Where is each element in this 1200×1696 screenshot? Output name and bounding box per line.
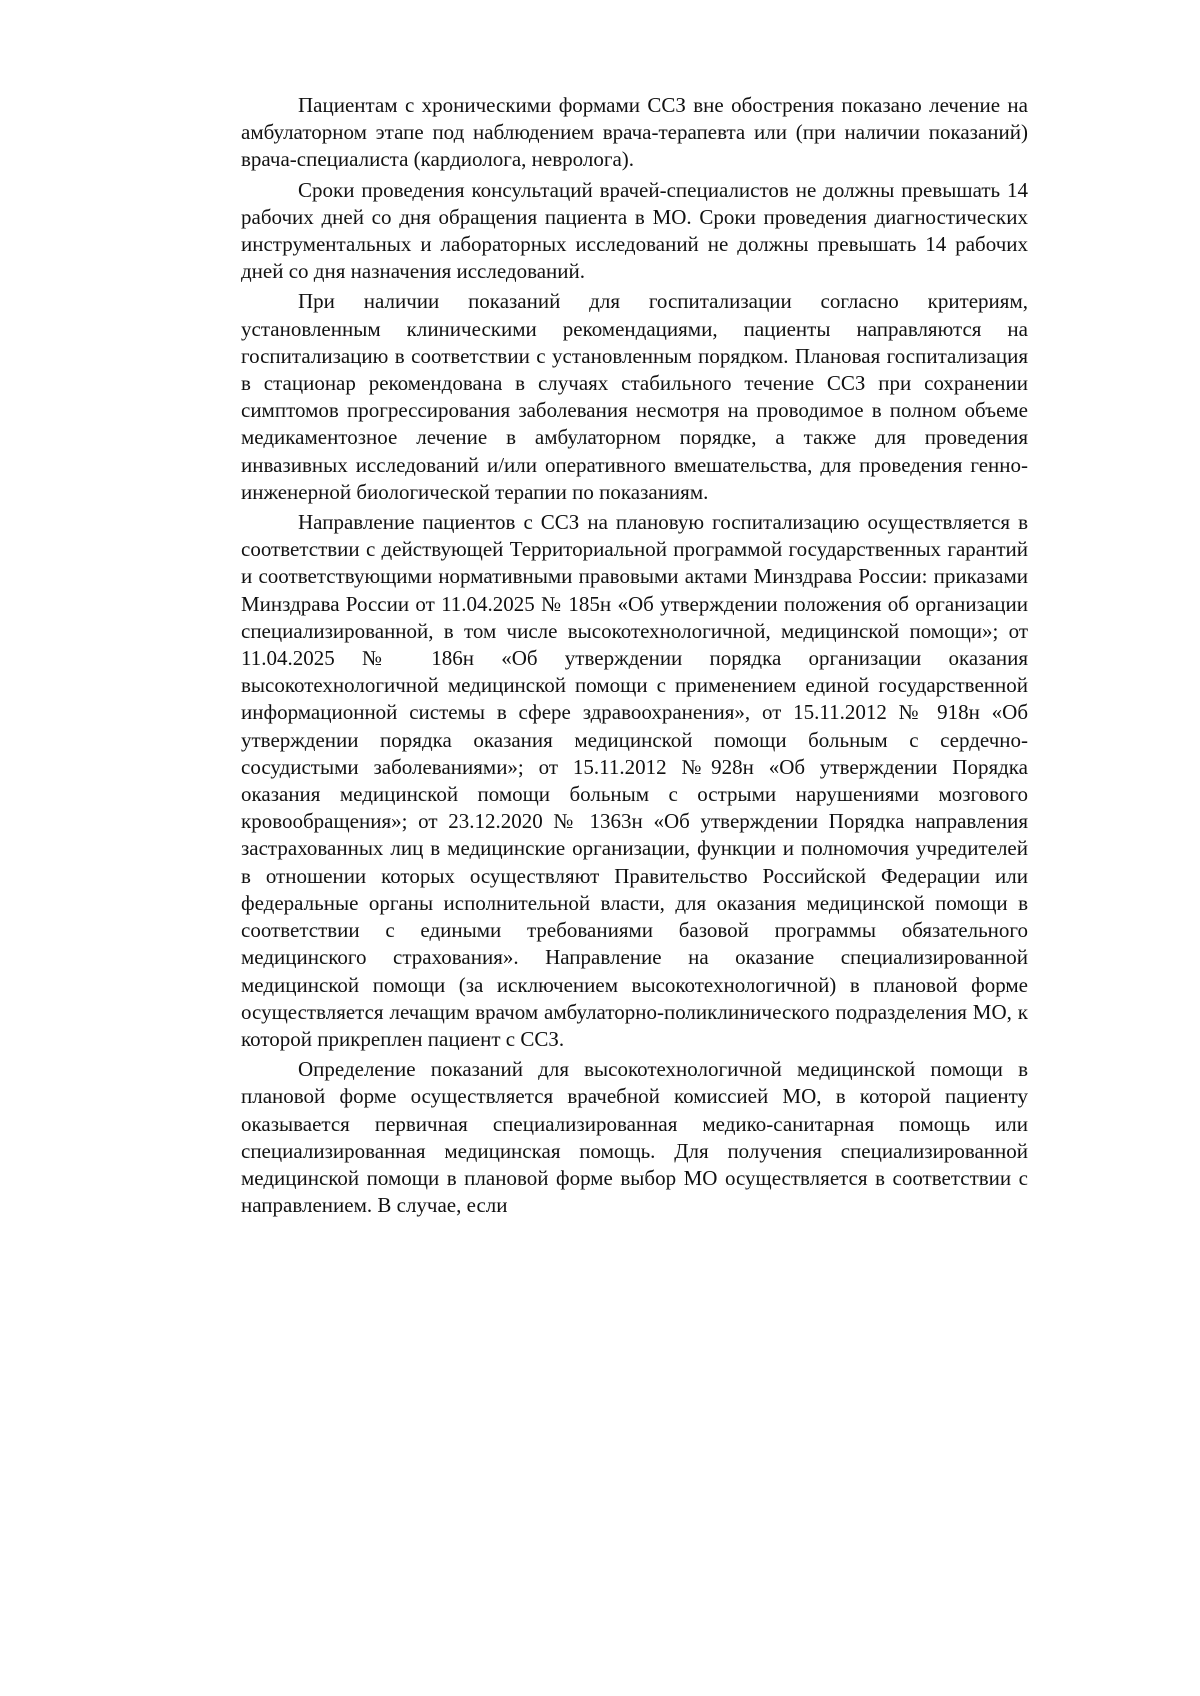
paragraph-chronic-treatment: Пациентам с хроническими формами ССЗ вне обострения показано лечение на амбулаторном этапе под наблюдением врача-терапевта или (при наличии показаний) врача-специалиста (кардиолога, невролога). [241,93,1028,172]
paragraph-referral-regulations: Направление пациентов с ССЗ на плановую госпитализацию осуществляется в соответствии с действующей Территориальной программой государственных гарантий и соответствующими нормативными правовыми актами Минздрава России: приказами Минздрава России от 11.04.2025 № 185н «Об утверждении положения об организации специализированной, в том числе высокотехнологичной, медицинской помощи»; от 11.04.2025 № 186н «Об утверждении порядка организации оказания высокотехнологичной медицинской помощи с применением единой государственной информационной системы в сфере здравоохранения», от 15.11.2012 № 918н «Об утверждении порядка оказания медицинской помощи больным с сердечно-сосудистыми заболеваниями»; от 15.11.2012 №928н «Об утверждении Порядка оказания медицинской помощи больным с острыми нарушениями мозгового кровообращения»; от 23.12.2020 № 1363н «Об утверждении Порядка направления застрахованных лиц в медицинские организации, функции и полномочия учредителей в отношении которых осуществляют Правительство Российской Федерации или федеральные органы исполнительной власти, для оказания медицинской помощи в соответствии с едиными требованиями базовой программы обязательного медицинского страхования». Направление на оказание специализированной медицинской помощи (за исключением высокотехнологичной) в плановой форме осуществляется лечащим врачом амбулаторно-поликлинического подразделения МО, к которой прикреплен пациент с ССЗ. [241,510,1028,1051]
document-body [241,92,1028,1222]
paragraph-consultation-terms: Сроки проведения консультаций врачей-специалистов не должны превышать 14 рабочих дней со дня обращения пациента в МО. Сроки проведения диагностических инструментальных и лабораторных исследований не должны превышать 14 рабочих дней со дня назначения исследований. [241,177,1028,284]
paragraph-hospitalization-indications: При наличии показаний для госпитализации согласно критериям, установленным клиническими рекомендациями, пациенты направляются на госпитализацию в соответствии с установленным порядком. Плановая госпитализация в стационар рекомендована в случаях стабильного течение ССЗ при сохранении симптомов прогрессирования заболевания несмотря на проводимое в полном объеме медикаментозное лечение в амбулаторном порядке, а также для проведения инвазивных исследований и/или оперативного вмешательства, для проведения генно-инженерной биологической терапии по показаниям. [241,289,1028,504]
paragraph-high-tech-care: Определение показаний для высокотехнологичной медицинской помощи в плановой форме осуществляется врачебной комиссией МО, в которой пациенту оказывается первичная специализированная медико-санитарная помощь или специализированная медицинская помощь. Для получения специализированной медицинской помощи в плановой форме выбор МО осуществляется в соответствии с направлением. В случае, если [241,1057,1028,1218]
